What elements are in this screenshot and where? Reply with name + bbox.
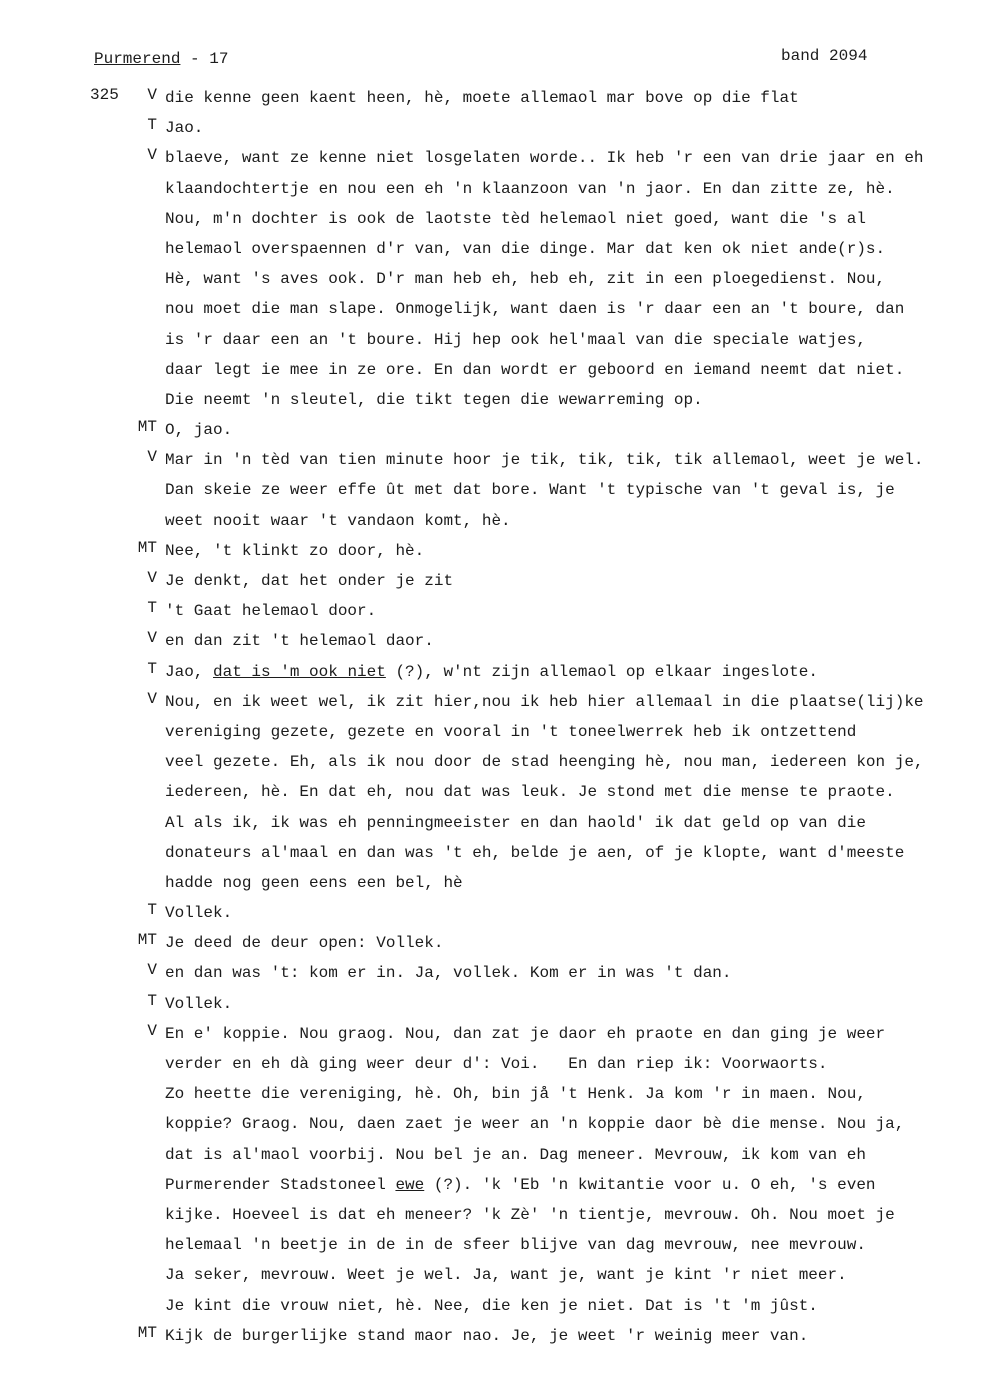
transcript-turn (90, 539, 960, 569)
utterance-line (165, 539, 960, 569)
transcript-turn (90, 660, 960, 690)
transcript-turn (90, 599, 960, 629)
utterance-line (165, 992, 960, 1022)
utterance-line (165, 720, 960, 750)
utterance-line (165, 1143, 960, 1173)
utterance-text: en dan was 't: kom er in. Ja, vollek. Kom er in was 't dan. (165, 964, 732, 983)
transcript-turn (90, 116, 960, 146)
utterance-line (165, 1233, 960, 1263)
transcript-turn (90, 992, 960, 1022)
utterance-line (165, 1173, 960, 1203)
utterance-line (165, 1294, 960, 1324)
utterance-text: Je kint die vrouw niet, hè. Nee, die ken je niet. Dat is 't 'm jûst. (165, 1296, 818, 1315)
utterance (165, 569, 960, 599)
transcript-turn (90, 901, 960, 931)
utterance-line (165, 931, 960, 961)
utterance-line (165, 660, 960, 690)
utterance-text: kijke. Hoeveel is dat eh meneer? 'k Zè' 'n tientje, mevrouw. Oh. Nou moet je (165, 1205, 895, 1224)
utterance-text: dat is al'maol voorbij. Nou bel je an. Dag meneer. Mevrouw, ik kom van eh (165, 1145, 866, 1164)
speaker-label: T (147, 901, 157, 920)
utterance-line (165, 509, 960, 539)
underlined-text: dat is 'm ook niet (213, 662, 386, 681)
utterance-text: Kijk de burgerlijke stand maor nao. Je, je weet 'r weinig meer van. (165, 1326, 809, 1345)
utterance-line (165, 690, 960, 720)
speaker-label: MT (137, 931, 157, 950)
header-tape-label: band 2094 (781, 47, 868, 65)
utterance-text: verder en eh dà ging weer deur d': Voi. En dan riep ik: Voorwaorts. (165, 1055, 828, 1073)
utterance-line (165, 86, 960, 116)
header-separator: - (180, 50, 210, 68)
utterance-line (165, 629, 960, 659)
utterance-text: klaandochtertje en nou een eh 'n klaanzoon van 'n jaor. En dan zitte ze, hè. (165, 179, 895, 198)
utterance-text: Die neemt 'n sleutel, die tikt tegen die wewarreming op. (165, 390, 703, 409)
transcript-turn (90, 146, 960, 418)
transcript-turn (90, 931, 960, 961)
utterance-line (165, 1052, 960, 1082)
line-number (90, 418, 123, 448)
speaker-label: V (147, 961, 157, 980)
line-number (90, 1324, 123, 1354)
line-number (90, 660, 123, 690)
utterance-text: Zo heette die vereniging, hè. Oh, bin jå 't Henk. Ja kom 'r in maen. Nou, (165, 1085, 866, 1104)
utterance-line (165, 811, 960, 841)
utterance-text: (?). 'k 'Eb 'n kwitantie voor u. O eh, 's even (424, 1175, 876, 1194)
utterance-line (165, 750, 960, 780)
utterance-text: koppie? Graog. Nou, daen zaet je weer an 'n koppie daor bè die mense. Nou ja, (165, 1115, 905, 1134)
utterance-line (165, 388, 960, 418)
utterance (165, 86, 960, 116)
speaker-label: V (147, 629, 157, 648)
line-number (90, 146, 123, 418)
utterance-text: Nee, 't klinkt zo door, hè. (165, 541, 425, 560)
utterance-text: (?), w'nt zijn allemaol op elkaar ingeslote. (385, 662, 818, 681)
utterance-text: nou moet die man slape. Onmogelijk, want daen is 'r daar een an 't boure, dan (165, 300, 905, 319)
utterance (165, 146, 960, 418)
speaker-label: V (147, 146, 157, 165)
utterance-text: Ja seker, mevrouw. Weet je wel. Ja, want je, want je kint 'r niet meer. (165, 1266, 847, 1285)
speaker-label: MT (137, 418, 157, 437)
utterance-line (165, 478, 960, 508)
speaker-label: T (147, 991, 157, 1010)
utterance-line (165, 297, 960, 327)
utterance (165, 1324, 960, 1354)
utterance-text: vereniging gezete, gezete en vooral in 't toneelwerrek heb ik ontzettend (165, 722, 857, 741)
utterance (165, 1022, 960, 1324)
line-number (90, 448, 123, 539)
utterance-text: en dan zit 't helemaol daor. (165, 632, 434, 651)
utterance (165, 629, 960, 659)
utterance-line (165, 961, 960, 991)
header-place: Purmerend (94, 50, 181, 68)
utterance (165, 116, 960, 146)
underlined-text: ewe (395, 1175, 425, 1194)
utterance-text: iedereen, hè. En dat eh, nou dat was leuk. Je stond met die mense te praote. (165, 783, 895, 802)
utterance-text: Mar in 'n tèd van tien minute hoor je tik, tik, tik, tik allemaol, weet je wel. (165, 451, 924, 470)
utterance-line (165, 1082, 960, 1112)
line-number (90, 539, 123, 569)
transcript-turn (90, 961, 960, 991)
utterance (165, 448, 960, 539)
page-header-left (94, 50, 228, 68)
utterance (165, 539, 960, 569)
transcript-turn (90, 418, 960, 448)
speaker-label: MT (137, 538, 157, 557)
utterance-text: veel gezete. Eh, als ik nou door de stad heenging hè, nou man, iedereen kon je, (165, 753, 924, 772)
utterance-text: weet nooit waar 't vandaon komt, hè. (165, 511, 511, 530)
line-number (90, 992, 123, 1022)
utterance-line (165, 1324, 960, 1354)
utterance (165, 599, 960, 629)
utterance-line (165, 358, 960, 388)
utterance-line (165, 780, 960, 810)
utterance-text: Al als ik, ik was eh penningmeeister en dan haold' ik dat geld op van die (165, 813, 866, 832)
utterance-line (165, 207, 960, 237)
utterance (165, 901, 960, 931)
utterance-line (165, 1022, 960, 1052)
utterance-line (165, 177, 960, 207)
utterance-text: donateurs al'maal en dan was 't eh, belde je aen, of je klopte, want d'meeste (165, 843, 905, 862)
transcript-turn (90, 629, 960, 659)
transcript-turn (90, 1022, 960, 1324)
header-page-number: 17 (209, 50, 229, 68)
utterance-line (165, 599, 960, 629)
utterance-line (165, 1203, 960, 1233)
utterance-text: Purmerender Stadstoneel (165, 1175, 396, 1194)
utterance-text: Vollek. (165, 994, 233, 1013)
utterance-text: helemaol overspaennen d'r van, van die dinge. Mar dat ken ok niet ande(r)s. (165, 239, 886, 258)
line-number (90, 599, 123, 629)
utterance-line (165, 871, 960, 901)
utterance-line (165, 448, 960, 478)
utterance-line (165, 841, 960, 871)
utterance-line (165, 237, 960, 267)
utterance (165, 961, 960, 991)
transcript-turn (90, 86, 960, 116)
utterance-text: daar legt ie mee in ze ore. En dan wordt er geboord en iemand neemt dat niet. (165, 360, 905, 379)
utterance-text: Dan skeie ze weer effe ût met dat bore. Want 't typische van 't geval is, je (165, 481, 895, 500)
speaker-label: T (147, 659, 157, 678)
utterance (165, 992, 960, 1022)
speaker-label: V (147, 689, 157, 708)
transcript-turn (90, 1324, 960, 1354)
speaker-label: V (147, 1021, 157, 1040)
utterance-line (165, 267, 960, 297)
utterance-line (165, 328, 960, 358)
line-number (90, 1022, 123, 1324)
utterance-text: blaeve, want ze kenne niet losgelaten worde.. Ik heb 'r een van drie jaar en eh (165, 149, 924, 168)
utterance-text: Jao. (165, 119, 204, 138)
utterance-line (165, 418, 960, 448)
line-number (90, 629, 123, 659)
utterance (165, 660, 960, 690)
utterance-text: Nou, en ik weet wel, ik zit hier,nou ik heb hier allemaal in die plaatse(lij)ke (165, 692, 924, 711)
utterance-line (165, 1263, 960, 1293)
line-number (90, 961, 123, 991)
utterance-text: 't Gaat helemaol door. (165, 602, 377, 621)
utterance-text: Je deed de deur open: Vollek. (165, 934, 444, 953)
utterance-text: Jao, (165, 662, 214, 681)
utterance-text: is 'r daar een an 't boure. Hij hep ook hel'maal van die speciale watjes, (165, 330, 866, 349)
utterance-line (165, 901, 960, 931)
transcript (90, 86, 960, 1354)
utterance-line (165, 1112, 960, 1142)
utterance (165, 418, 960, 448)
utterance-text: hadde nog geen eens een bel, hè (165, 873, 463, 892)
speaker-label: V (147, 86, 157, 104)
utterance-text: Hè, want 's aves ook. D'r man heb eh, heb eh, zit in een ploegedienst. Nou, (165, 270, 886, 289)
utterance-line (165, 146, 960, 176)
line-number: 325 (90, 86, 119, 104)
line-number (90, 931, 123, 961)
utterance-text: helemaal 'n beetje in de in de sfeer blijve van dag mevrouw, nee mevrouw. (165, 1236, 866, 1255)
line-number (90, 690, 123, 901)
utterance-line (165, 116, 960, 146)
speaker-label: T (147, 599, 157, 618)
utterance-text: die kenne geen kaent heen, hè, moete allemaol mar bove op die flat (165, 89, 799, 107)
utterance (165, 931, 960, 961)
utterance (165, 690, 960, 901)
transcript-turn (90, 569, 960, 599)
speaker-label: V (147, 569, 157, 587)
utterance-text: Je denkt, dat het onder je zit (165, 572, 454, 590)
line-number (90, 901, 123, 931)
utterance-line (165, 569, 960, 599)
speaker-label: T (147, 116, 157, 135)
speaker-label: MT (137, 1323, 157, 1342)
utterance-text: Vollek. (165, 904, 233, 923)
line-number (90, 569, 123, 599)
utterance-text: O, jao. (165, 421, 233, 440)
line-number (90, 116, 123, 146)
transcript-turn (90, 448, 960, 539)
utterance-text: En e' koppie. Nou graog. Nou, dan zat je daor eh praote en dan ging je weer (165, 1024, 886, 1043)
utterance-text: Nou, m'n dochter is ook de laotste tèd helemaol niet goed, want die 's al (165, 209, 866, 228)
speaker-label: V (147, 448, 157, 467)
transcript-turn (90, 690, 960, 901)
